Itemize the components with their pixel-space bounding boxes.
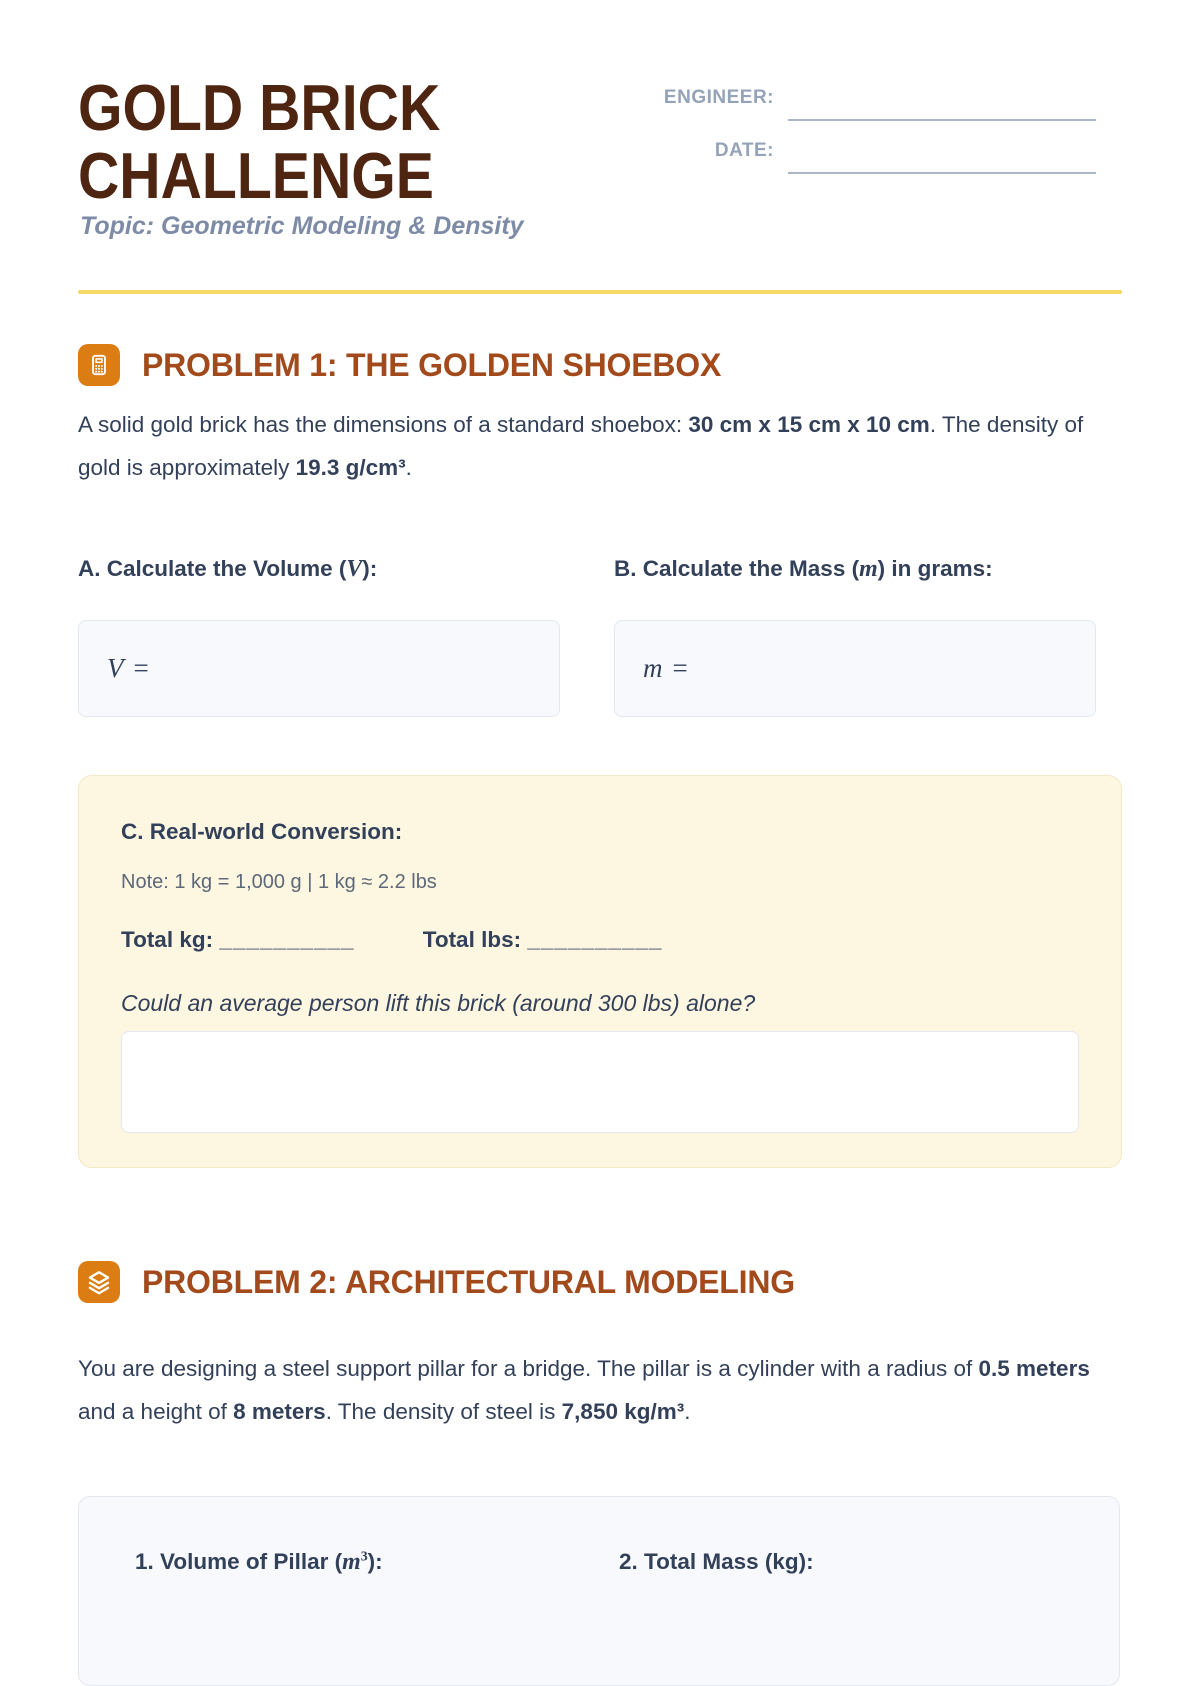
mass-variable: m	[859, 556, 878, 582]
lift-answer-box[interactable]	[121, 1031, 1079, 1133]
equals-sign: =	[672, 653, 688, 683]
problem2-title: PROBLEM 2: ARCHITECTURAL MODELING	[142, 1263, 795, 1300]
engineer-line[interactable]	[788, 85, 1096, 121]
date-label: DATE:	[714, 140, 774, 161]
section-divider	[78, 290, 1122, 294]
intro-text: You are designing a steel support pillar for a bridge. The pillar is a cylinder with a radius of	[78, 1356, 979, 1381]
part-a-label-text: A. Calculate the Volume (	[78, 556, 347, 581]
problem1-intro	[78, 403, 1124, 489]
height-value: 8 meters	[233, 1399, 326, 1424]
cubed-superscript: 3	[360, 1549, 368, 1565]
total-mass-label: 2. Total Mass (kg):	[619, 1549, 814, 1574]
problem1-part-labels	[78, 556, 1096, 583]
header-fields	[630, 85, 1096, 191]
problem1-answer-row	[78, 620, 1096, 717]
part-a-label-end: ):	[362, 556, 378, 581]
total-lbs-label: Total lbs:	[422, 927, 522, 952]
lift-question: Could an average person lift this brick (around 300 lbs) alone?	[121, 990, 756, 1016]
page-title-line2: CHALLENGE	[78, 139, 434, 212]
volume-variable: V	[346, 556, 363, 582]
mass-answer-box[interactable]	[614, 620, 1096, 717]
date-line[interactable]	[788, 138, 1096, 174]
page-title-line1: GOLD BRICK	[78, 71, 441, 144]
total-kg-blank[interactable]: __________	[219, 927, 355, 952]
steel-density-value: 7,850 kg/m³	[561, 1399, 685, 1424]
engineer-label: ENGINEER:	[663, 87, 774, 108]
problem2-section-header	[78, 1261, 795, 1303]
layers-icon	[78, 1261, 120, 1303]
intro-text: . The density of steel is	[325, 1399, 562, 1424]
date-field-row	[630, 138, 1096, 174]
problem2-answer-card	[78, 1496, 1120, 1686]
equals-sign: =	[133, 653, 149, 683]
part-b-label	[614, 556, 1096, 583]
calculator-icon	[78, 344, 120, 386]
conversion-note: Note: 1 kg = 1,000 g | 1 kg ≈ 2.2 lbs	[121, 871, 437, 893]
page-subtitle: Topic: Geometric Modeling & Density	[80, 212, 524, 240]
page-title	[78, 71, 441, 212]
intro-text: and a height of	[78, 1399, 234, 1424]
part-a-label	[78, 556, 560, 583]
density-value: 19.3 g/cm³	[295, 455, 406, 480]
dimensions-value: 30 cm x 15 cm x 10 cm	[688, 412, 930, 437]
meters-variable: m	[342, 1549, 361, 1575]
intro-text: .	[684, 1399, 691, 1424]
pillar-volume-label-text: 1. Volume of Pillar (	[135, 1549, 343, 1574]
intro-text: . The density of gold is approximately	[78, 412, 1084, 480]
conversion-card	[78, 775, 1122, 1168]
total-kg-label: Total kg:	[121, 927, 214, 952]
conversion-totals-row	[121, 925, 1079, 955]
part-b-label-end: ) in grams:	[877, 556, 993, 581]
intro-text: .	[405, 455, 412, 480]
part-b-label-text: B. Calculate the Mass (	[614, 556, 860, 581]
problem2-intro	[78, 1347, 1124, 1433]
conversion-heading: C. Real-world Conversion:	[121, 819, 403, 844]
intro-text: A solid gold brick has the dimensions of a standard shoebox:	[78, 412, 689, 437]
mass-equation-variable: m	[643, 653, 663, 683]
engineer-field-row	[630, 85, 1096, 121]
volume-equation-variable: V	[107, 653, 124, 683]
pillar-volume-label	[135, 1549, 619, 1576]
pillar-volume-label-end: ):	[367, 1549, 383, 1574]
problem1-section-header	[78, 344, 721, 386]
volume-answer-box[interactable]	[78, 620, 560, 717]
total-lbs-blank[interactable]: __________	[527, 927, 663, 952]
radius-value: 0.5 meters	[978, 1356, 1090, 1381]
problem1-title: PROBLEM 1: THE GOLDEN SHOEBOX	[142, 346, 722, 383]
